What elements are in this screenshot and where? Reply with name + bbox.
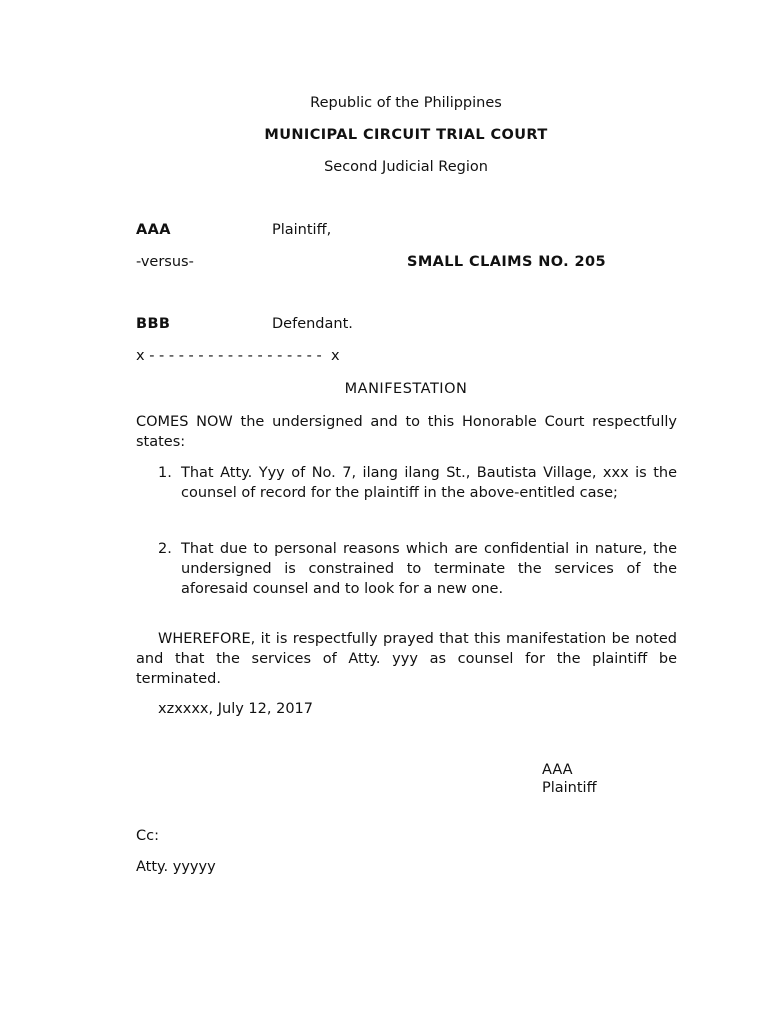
list-item-number: 2. bbox=[158, 541, 172, 557]
prayer-paragraph: WHEREFORE, it is respectfully prayed that this manifestation be noted and that the services of Atty. yyy as counsel for the plaintiff be terminated. bbox=[136, 631, 677, 687]
intro-paragraph: COMES NOW the undersigned and to this Honorable Court respectfully states: bbox=[136, 414, 677, 450]
list-item-text: That due to personal reasons which are confidential in nature, the undersigned is constrained to terminate the services of the aforesaid counsel and to look for a new one. bbox=[181, 541, 677, 597]
plaintiff-role: Plaintiff, bbox=[272, 222, 332, 238]
defendant-name: BBB bbox=[136, 316, 171, 332]
cc-label: Cc: bbox=[136, 828, 159, 844]
signature-name: AAA bbox=[542, 762, 573, 778]
place-date: xzxxxx, July 12, 2017 bbox=[158, 701, 313, 717]
versus-label: -versus- bbox=[136, 254, 194, 270]
list-item bbox=[158, 539, 677, 599]
signature-role: Plaintiff bbox=[542, 780, 597, 796]
plaintiff-name: AAA bbox=[136, 222, 171, 238]
case-number: SMALL CLAIMS NO. 205 bbox=[407, 254, 607, 270]
header-region: Second Judicial Region bbox=[324, 159, 488, 175]
caption-separator: x - - - - - - - - - - - - - - - - - - x bbox=[136, 348, 340, 364]
defendant-role: Defendant. bbox=[272, 316, 353, 332]
header-country: Republic of the Philippines bbox=[310, 95, 502, 111]
list-item bbox=[158, 463, 677, 503]
header-court: MUNICIPAL CIRCUIT TRIAL COURT bbox=[264, 127, 548, 143]
list-item-number: 1. bbox=[158, 465, 172, 481]
cc-recipient: Atty. yyyyy bbox=[136, 859, 216, 875]
document-title: MANIFESTATION bbox=[344, 381, 468, 397]
list-item-text: That Atty. Yyy of No. 7, ilang ilang St., Bautista Village, xxx is the counsel of record for the plaintiff in the above-entitled case; bbox=[181, 465, 677, 501]
